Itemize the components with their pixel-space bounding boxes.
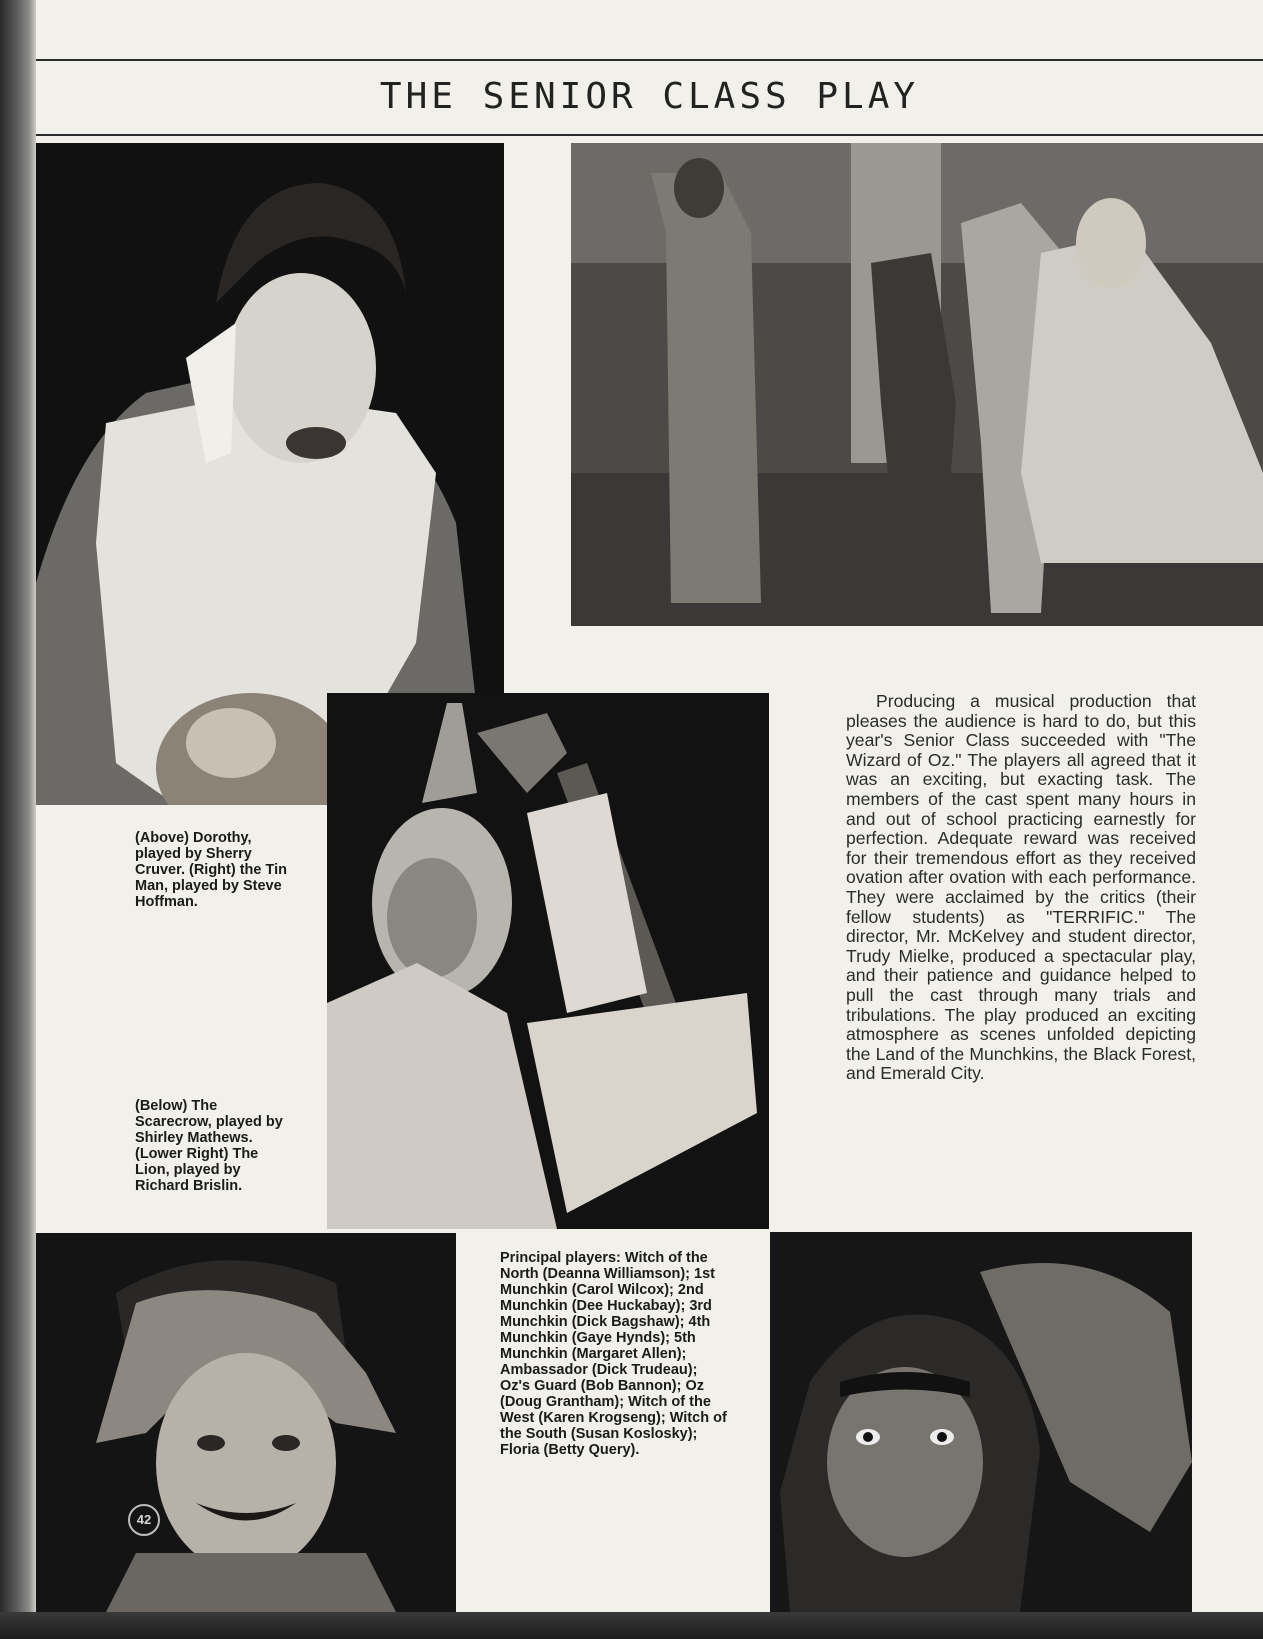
title-rule-bottom bbox=[36, 134, 1263, 136]
photo-tin-man-image bbox=[327, 693, 769, 1229]
photo-lion bbox=[770, 1232, 1192, 1612]
caption-dorothy-tin-man: (Above) Dorothy, played by Sherry Cruver. (Right) the Tin Man, played by Steve Hoffman. bbox=[135, 830, 287, 910]
book-binding-shadow bbox=[0, 0, 36, 1639]
title-rule-top bbox=[36, 59, 1263, 61]
photo-scarecrow bbox=[36, 1233, 456, 1612]
photo-lion-image bbox=[770, 1232, 1192, 1612]
caption-principal-players: Principal players: Witch of the North (Deanna Williamson); 1st Munchkin (Carol Wilcox); 2nd Munchkin (Dee Huckabay); 3rd Munchkin (Dick Bagshaw); 4th Munchkin (Gaye Hynds); 5th Munchkin (Margaret Allen); Ambassador (Dick Trudeau); Oz's Guard (Bob Bannon); Oz (Doug Grantham); Witch of the West (Karen Krogseng); Witch of the South (Susan Koslosky); Floria (Betty Query). bbox=[500, 1250, 727, 1458]
photo-cast-group-image bbox=[571, 143, 1263, 626]
photo-tin-man bbox=[327, 693, 769, 1229]
photo-scarecrow-image bbox=[36, 1233, 456, 1612]
photo-cast-group bbox=[571, 143, 1263, 626]
article-body: Producing a musical production that pleases the audience is hard to do, but this year's Senior Class succeeded with "The Wizard of Oz." The players all agreed that it was an exciting, but exacting task. The members of the cast spent many hours in and out of school practicing earnestly for perfection. Adequate reward was received for their tremendous effort as they received ovation after ovation with each performance. They were acclaimed by the critics (their fellow students) as "TERRIFIC." The director, Mr. McKelvey and student director, Trudy Mielke, produced a spectacular play, and their patience and guidance helped to pull the cast through many trials and tribulations. The play produced an exciting atmosphere as scenes unfolded depicting the Land of the Munchkins, the Black Forest, and Emerald City. bbox=[846, 691, 1196, 1084]
caption-scarecrow-lion: (Below) The Scarecrow, played by Shirley Mathews. (Lower Right) The Lion, played by Richard Brislin. bbox=[135, 1098, 283, 1194]
page-bottom-edge bbox=[0, 1612, 1263, 1639]
page-title: THE SENIOR CLASS PLAY bbox=[379, 76, 920, 117]
page-number: 42 bbox=[128, 1504, 160, 1536]
